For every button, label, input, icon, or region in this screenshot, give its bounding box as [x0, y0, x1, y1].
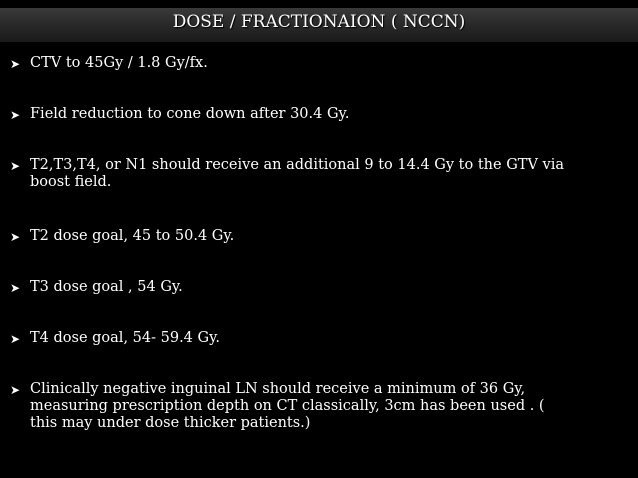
bullet-text: T2,T3,T4, or N1 should receive an additional 9 to 14.4 Gy to the GTV via boost field.: [30, 157, 565, 190]
bullet-text: T3 dose goal , 54 Gy.: [30, 279, 183, 295]
bullet-text: T2 dose goal, 45 to 50.4 Gy.: [30, 228, 235, 244]
arrow-bullet-icon: ➤: [10, 332, 21, 346]
slide-title: DOSE / FRACTIONAION ( NCCN): [172, 12, 466, 32]
arrow-bullet-icon: ➤: [10, 57, 21, 71]
arrow-bullet-icon: ➤: [10, 281, 21, 295]
bullet-text: T4 dose goal, 54- 59.4 Gy.: [30, 330, 220, 346]
arrow-bullet-icon: ➤: [10, 383, 21, 397]
bullet-text: CTV to 45Gy / 1.8 Gy/fx.: [30, 55, 208, 71]
bullet-text: Field reduction to cone down after 30.4 Gy.: [30, 106, 350, 122]
bullet-text: Clinically negative inguinal LN should receive a minimum of 36 Gy, measuring prescription depth on CT classically, 3cm has been used . ( this may under dose thicker patients.): [30, 381, 545, 431]
arrow-bullet-icon: ➤: [10, 159, 21, 173]
arrow-bullet-icon: ➤: [10, 108, 21, 122]
arrow-bullet-icon: ➤: [10, 230, 21, 244]
